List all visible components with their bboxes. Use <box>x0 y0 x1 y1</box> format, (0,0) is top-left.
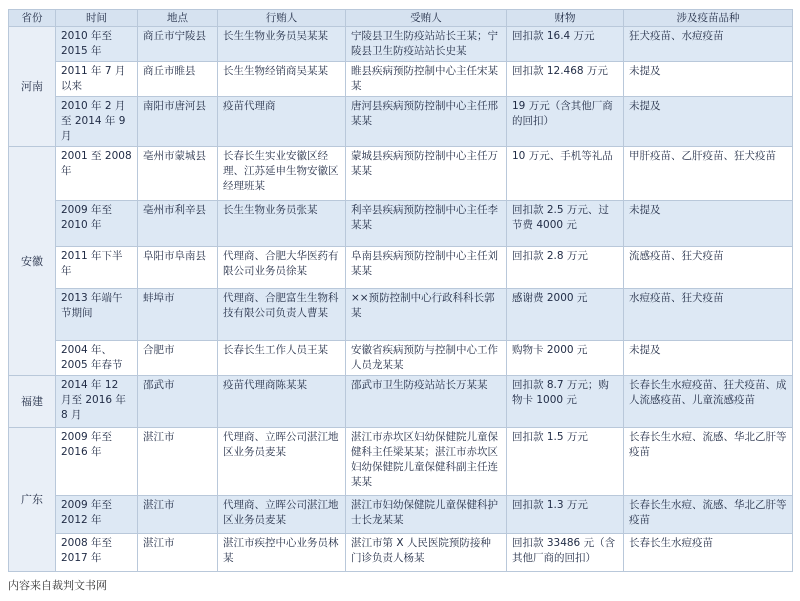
cell-place: 合肥市 <box>138 341 218 376</box>
table-row <box>9 97 793 147</box>
cell-place: 亳州市蒙城县 <box>138 147 218 201</box>
cell-vaccine: 狂犬疫苗、水痘疫苗 <box>624 27 793 62</box>
cell-vaccine: 未提及 <box>624 201 793 247</box>
cell-time: 2004 年、2005 年春节 <box>56 341 138 376</box>
table-row <box>9 147 793 201</box>
cell-money: 回扣款 8.7 万元；购物卡 1000 元 <box>507 376 624 428</box>
cell-recipient: 宁陵县卫生防疫站站长王某；宁陵县卫生防疫站站长史某 <box>346 27 507 62</box>
cell-money: 回扣款 1.3 万元 <box>507 496 624 534</box>
table-row <box>9 27 793 62</box>
cell-vaccine: 未提及 <box>624 62 793 97</box>
cell-money: 回扣款 1.5 万元 <box>507 428 624 496</box>
cell-time: 2009 年至 2012 年 <box>56 496 138 534</box>
cell-briber: 代理商、立晖公司湛江地区业务员麦某 <box>218 496 346 534</box>
province-henan: 河南 <box>9 27 56 147</box>
cell-vaccine: 未提及 <box>624 341 793 376</box>
table-row <box>9 289 793 341</box>
cell-recipient: 湛江市第 X 人民医院预防接种门诊负责人杨某 <box>346 534 507 572</box>
cell-briber: 湛江市疾控中心业务员林某 <box>218 534 346 572</box>
cell-recipient: 安徽省疾病预防与控制中心工作人员龙某某 <box>346 341 507 376</box>
cell-briber: 长春长生实业安徽区经理、江苏延申生物安徽区经理班某 <box>218 147 346 201</box>
header-province: 省份 <box>9 10 56 27</box>
table-row <box>9 201 793 247</box>
province-fujian: 福建 <box>9 376 56 428</box>
cell-money: 回扣款 2.8 万元 <box>507 247 624 289</box>
cell-briber: 疫苗代理商 <box>218 97 346 147</box>
table-row <box>9 496 793 534</box>
table-row <box>9 247 793 289</box>
header-row <box>9 10 793 27</box>
cell-time: 2009 年至 2010 年 <box>56 201 138 247</box>
cell-vaccine: 长春长生水痘、流感、华北乙肝等疫苗 <box>624 428 793 496</box>
header-vaccine: 涉及疫苗品种 <box>624 10 793 27</box>
cell-money: 感谢费 2000 元 <box>507 289 624 341</box>
cell-place: 亳州市利辛县 <box>138 201 218 247</box>
header-briber: 行贿人 <box>218 10 346 27</box>
table-row <box>9 376 793 428</box>
table-row <box>9 341 793 376</box>
cell-vaccine: 长春长生水痘疫苗、狂犬疫苗、成人流感疫苗、儿童流感疫苗 <box>624 376 793 428</box>
cell-briber: 代理商、合肥富生生物科技有限公司负责人曹某 <box>218 289 346 341</box>
table-row <box>9 534 793 572</box>
cell-time: 2011 年下半年 <box>56 247 138 289</box>
cell-time: 2001 至 2008 年 <box>56 147 138 201</box>
cell-money: 19 万元（含其他厂商的回扣） <box>507 97 624 147</box>
cell-money: 回扣款 12.468 万元 <box>507 62 624 97</box>
source-note: 内容来自裁判文书网 <box>8 579 107 592</box>
header-money: 财物 <box>507 10 624 27</box>
cell-recipient: 邵武市卫生防疫站站长万某某 <box>346 376 507 428</box>
table-row <box>9 62 793 97</box>
cell-money: 10 万元、手机等礼品 <box>507 147 624 201</box>
vaccine-bribery-table <box>8 9 793 572</box>
cell-recipient: ××预防控制中心行政科科长郭某 <box>346 289 507 341</box>
cell-place: 邵武市 <box>138 376 218 428</box>
cell-vaccine: 长春长生水痘、流感、华北乙肝等疫苗 <box>624 496 793 534</box>
province-guangdong: 广东 <box>9 428 56 572</box>
cell-time: 2009 年至 2016 年 <box>56 428 138 496</box>
cell-place: 湛江市 <box>138 534 218 572</box>
cell-place: 湛江市 <box>138 496 218 534</box>
header-recipient: 受贿人 <box>346 10 507 27</box>
table-row <box>9 428 793 496</box>
cell-briber: 疫苗代理商陈某某 <box>218 376 346 428</box>
cell-place: 蚌埠市 <box>138 289 218 341</box>
cell-time: 2010 年至 2015 年 <box>56 27 138 62</box>
cell-time: 2010 年 2 月至 2014 年 9 月 <box>56 97 138 147</box>
cell-vaccine: 流感疫苗、狂犬疫苗 <box>624 247 793 289</box>
cell-money: 回扣款 2.5 万元、过节费 4000 元 <box>507 201 624 247</box>
cell-place: 阜阳市阜南县 <box>138 247 218 289</box>
cell-recipient: 阜南县疾病预防控制中心主任刘某某 <box>346 247 507 289</box>
cell-time: 2008 年至 2017 年 <box>56 534 138 572</box>
cell-recipient: 蒙城县疾病预防控制中心主任万某某 <box>346 147 507 201</box>
cell-place: 商丘市宁陵县 <box>138 27 218 62</box>
cell-vaccine: 水痘疫苗、狂犬疫苗 <box>624 289 793 341</box>
cell-briber: 长生生物业务员吴某某 <box>218 27 346 62</box>
cell-recipient: 湛江市妇幼保健院儿童保健科护士长龙某某 <box>346 496 507 534</box>
cell-time: 2011 年 7 月以来 <box>56 62 138 97</box>
cell-recipient: 睢县疾病预防控制中心主任宋某某 <box>346 62 507 97</box>
cell-place: 南阳市唐河县 <box>138 97 218 147</box>
cell-money: 购物卡 2000 元 <box>507 341 624 376</box>
cell-recipient: 利辛县疾病预防控制中心主任李某某 <box>346 201 507 247</box>
province-anhui: 安徽 <box>9 147 56 376</box>
cell-vaccine: 未提及 <box>624 97 793 147</box>
cell-briber: 长春长生工作人员王某 <box>218 341 346 376</box>
cell-time: 2014 年 12 月至 2016 年 8 月 <box>56 376 138 428</box>
cell-money: 回扣款 16.4 万元 <box>507 27 624 62</box>
cell-place: 湛江市 <box>138 428 218 496</box>
cell-time: 2013 年端午节期间 <box>56 289 138 341</box>
cell-recipient: 唐河县疾病预防控制中心主任邢某某 <box>346 97 507 147</box>
cell-briber: 长生生物经销商吴某某 <box>218 62 346 97</box>
cell-briber: 代理商、立晖公司湛江地区业务员麦某 <box>218 428 346 496</box>
cell-vaccine: 长春长生水痘疫苗 <box>624 534 793 572</box>
cell-briber: 长生生物业务员张某 <box>218 201 346 247</box>
cell-money: 回扣款 33486 元（含其他厂商的回扣） <box>507 534 624 572</box>
header-place: 地点 <box>138 10 218 27</box>
header-time: 时间 <box>56 10 138 27</box>
cell-recipient: 湛江市赤坎区妇幼保健院儿童保健科主任梁某某；湛江市赤坎区妇幼保健院儿童保健科副主任连某某 <box>346 428 507 496</box>
cell-briber: 代理商、合肥大华医药有限公司业务员徐某 <box>218 247 346 289</box>
cell-place: 商丘市睢县 <box>138 62 218 97</box>
cell-vaccine: 甲肝疫苗、乙肝疫苗、狂犬疫苗 <box>624 147 793 201</box>
